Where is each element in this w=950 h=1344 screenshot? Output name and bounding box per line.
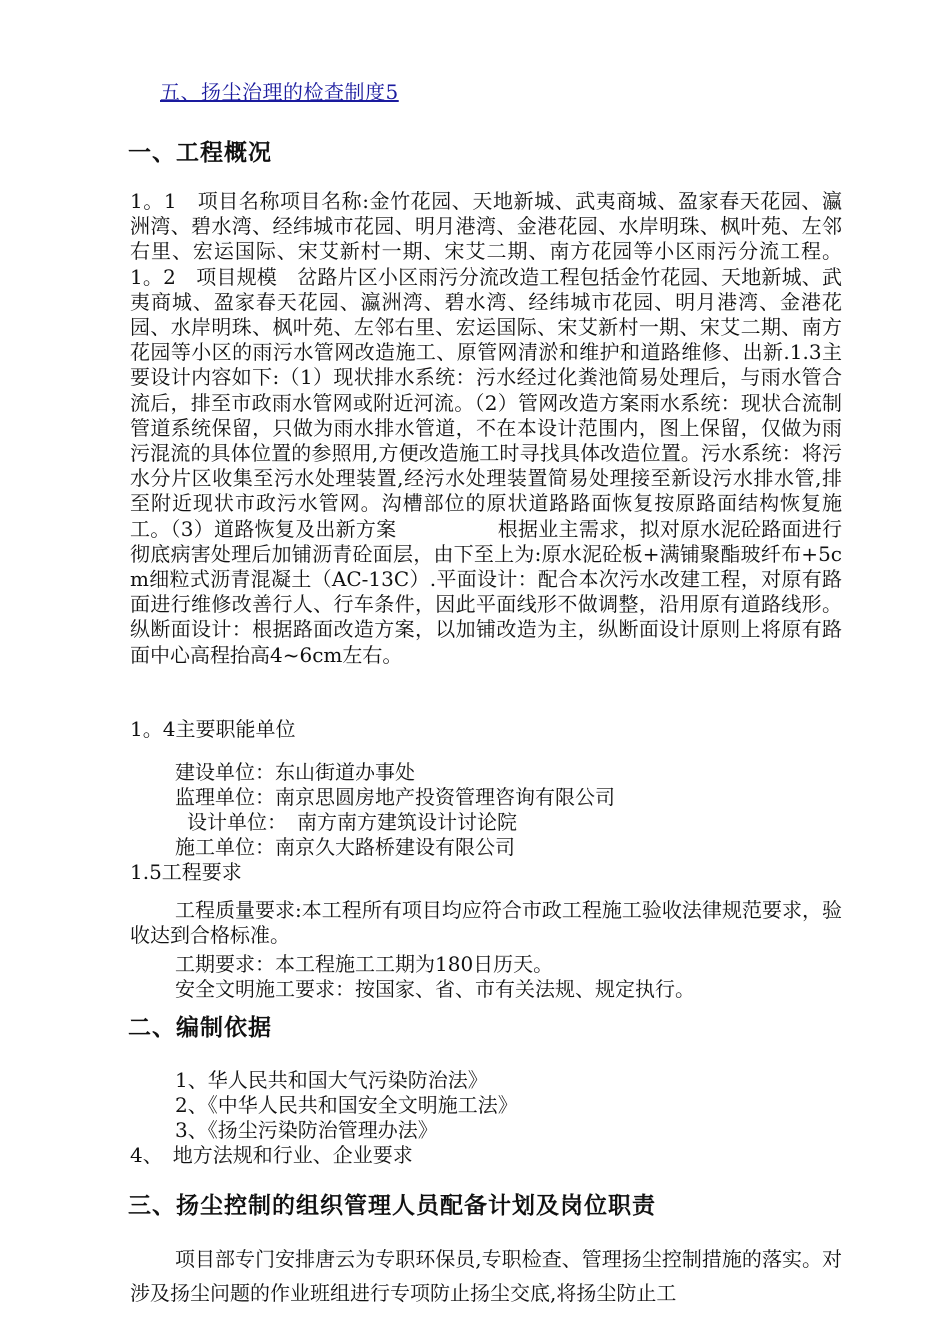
unit-contractor: 施工单位：南京久大路桥建设有限公司: [175, 835, 515, 859]
safety-requirement: 安全文明施工要求：按国家、省、市有关法规、规定执行。: [175, 977, 695, 1001]
project-overview-paragraph: 1。1 项目名称项目名称:金竹花园、天地新城、武夷商城、盈家春天花园、瀛洲湾、碧水湾、经纬城市花园、明月港湾、金港花园、水岸明珠、枫叶苑、左邻右里、宏运国际、宋艾新村一期、宋艾二期、南方花园等小区雨污分流工程。1。2 项目规模 岔路片区小区雨污分流改造工程包括金竹花园、天地新城、武夷商城、盈家春天花园、瀛洲湾、碧水湾、经纬城市花园、明月港湾、金港花园、水岸明珠、枫叶苑、左邻右里、宏运国际、宋艾新村一期、宋艾二期、南方花园等小区的雨污水管网改造施工、原管网清淤和维护和道路维修、出新.1.3主要设计内容如下:（1）现状排水系统：污水经过化粪池简易处理后，与雨水管合流后，排至市政雨水管网或附近河流。（2）管网改造方案雨水系统：现状合流制管道系统保留，只做为雨水排水管道，不在本设计范围内，图上保留，仅做为雨污混流的具体位置的参照用,方便改造施工时寻找具体改造位置。污水系统：将污水分片区收集至污水处理装置,经污水处理装置简易处理接至新设污水排水管,排至附近现状市政污水管网。沟槽部位的原状道路路面恢复按原路面结构恢复施工。（3）道路恢复及出新方案 根据业主需求，拟对原水泥砼路面进行彻底病害处理后加铺沥青砼面层，由下至上为:原水泥砼板+满铺聚酯玻纤布+5cm细粒式沥青混凝土（AC-13C）.平面设计：配合本次污水改建工程，对原有路面进行维修改善行人、行车条件，因此平面线形不做调整，沿用原有道路线形。纵断面设计：根据路面改造方案，以加铺改造为主，纵断面设计原则上将原有路面中心高程抬高4~6cm左右。: [130, 189, 842, 667]
section-heading-basis: 二、编制依据: [128, 1015, 272, 1041]
unit-supervisor: 监理单位：南京思圆房地产投资管理咨询有限公司: [175, 785, 615, 809]
unit-owner: 建设单位：东山街道办事处: [175, 760, 415, 784]
basis-item-1: 1、华人民共和国大气污染防治法》: [175, 1068, 488, 1092]
quality-requirement: 工程质量要求:本工程所有项目均应符合市政工程施工验收法律规范要求，验收达到合格标准。: [130, 898, 842, 948]
basis-item-2: 2、《中华人民共和国安全文明施工法》: [175, 1093, 518, 1117]
basis-item-3: 3、《扬尘污染防治管理办法》: [175, 1118, 438, 1142]
toc-link-inspection-system[interactable]: 五、扬尘治理的检查制度5: [160, 80, 399, 104]
section-heading-project-overview: 一、工程概况: [128, 140, 272, 166]
dust-control-staffing-paragraph: 项目部专门安排唐云为专职环保员,专职检查、管理扬尘控制措施的落实。对涉及扬尘问题的作业班组进行专项防止扬尘交底,将扬尘防止工: [130, 1247, 842, 1305]
requirements-title: 1.5工程要求: [130, 860, 242, 884]
basis-item-4: 4、 地方法规和行业、企业要求: [130, 1143, 413, 1167]
section-heading-dust-control-staffing: 三、扬尘控制的组织管理人员配备计划及岗位职责: [128, 1193, 656, 1219]
main-units-title: 1。4主要职能单位: [130, 717, 296, 741]
schedule-requirement: 工期要求：本工程施工工期为180日历天。: [175, 952, 554, 976]
unit-designer: 设计单位： 南方南方建筑设计讨论院: [187, 810, 517, 834]
